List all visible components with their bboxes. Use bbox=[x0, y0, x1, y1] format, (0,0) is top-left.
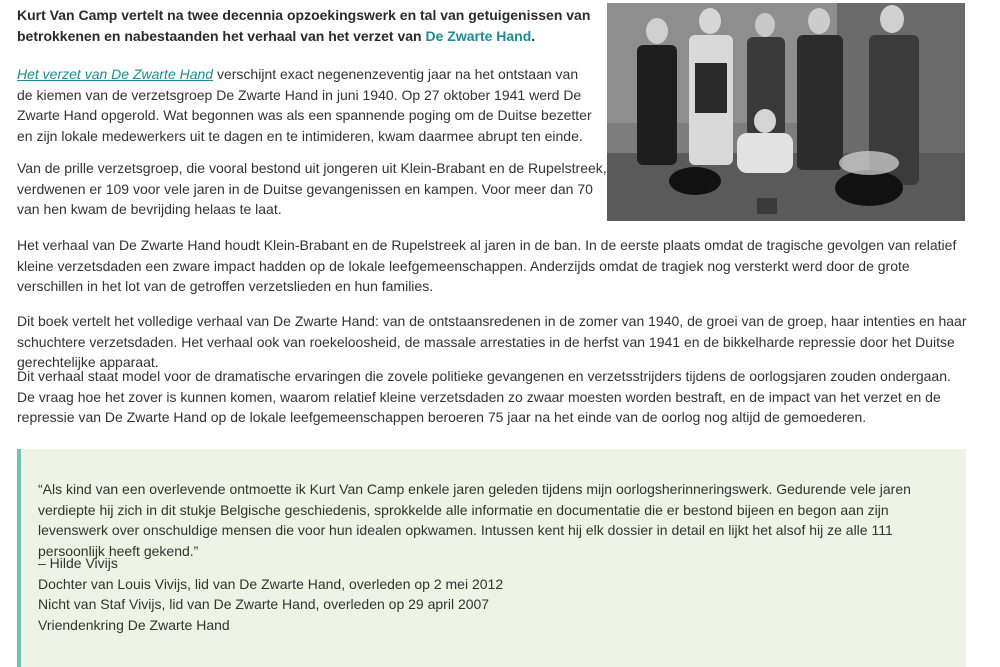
quote-text: “Als kind van een overlevende ontmoette ik Kurt Van Camp enkele jaren geleden tijdens mijn oorlogsherinneringswerk. Gedurende vele jaren verdiepte hij zich in dit stukje Belgische geschiedenis, sprokkelde alle informatie en documentatie die er bestond bijeen en begon aan zijn levenswerk over onschuldige mensen die voor hun idealen opkwamen. Intussen kent hij elk dossier in detail en lijkt het alsof hij ze alle 111 persoonlijk heeft gekend.” bbox=[38, 481, 911, 559]
paragraph-3: Het verhaal van De Zwarte Hand houdt Klein-Brabant en de Rupelstreek al jaren in de ban. In de eerste plaats omdat de tragische gevolgen van relatief kleine verzetsdaden een zware impact hadden op de lokale leefgemeenschappen. Anderzijds omdat de tragiek nog versterkt werd door de grote verschillen in het lot van de getroffen verzetslieden en hun families. bbox=[17, 237, 957, 294]
paragraph-5: Dit verhaal staat model voor de dramatische ervaringen die zovele politieke gevangenen en verzetsstrijders tijdens de oorlogsjaren zouden ondergaan. De vraag hoe het zover is kunnen komen, waarom relatief kleine verzetsdaden zo zwaar moesten worden bestraft, en de impact van het verzet en de repressie van De Zwarte Hand op de lokale leefgemeenschappen beroeren 75 jaar na het einde van de oorlog nog altijd de gemoederen. bbox=[17, 368, 951, 425]
testimonial-quote bbox=[17, 449, 966, 667]
photo-illustration bbox=[607, 3, 965, 221]
intro-lead bbox=[17, 5, 592, 47]
paragraph-1-text: verschijnt exact negenenzeventig jaar na het ontstaan van de kiemen van de verzetsgroep De Zwarte Hand in juni 1940. Op 27 oktober 1941 werd De Zwarte Hand opgerold. Wat begonnen was als een spannende poging om de Duitse bezetter en zijn lokale medewerkers uit te dagen en te intimideren, kwam daarmee abrupt ten einde. bbox=[17, 66, 592, 144]
quote-author-line-1: Dochter van Louis Vivijs, lid van De Zwarte Hand, overleden op 2 mei 2012 bbox=[38, 575, 504, 592]
historical-photo bbox=[607, 3, 965, 221]
quote-author-line-3: Vriendenkring De Zwarte Hand bbox=[38, 616, 230, 633]
quote-author: – Hilde Vivijs bbox=[38, 555, 118, 571]
paragraph-1 bbox=[17, 64, 592, 146]
quote-signature bbox=[38, 553, 503, 635]
intro-text: Kurt Van Camp vertelt na twee decennia opzoekingswerk en tal van getuigenissen van betrokkenen en nabestaanden het verhaal van het verzet van bbox=[17, 7, 591, 44]
book-title-link[interactable]: Het verzet van De Zwarte Hand bbox=[17, 66, 214, 82]
de-zwarte-hand-link[interactable]: De Zwarte Hand bbox=[425, 28, 532, 44]
intro-text-end: . bbox=[531, 28, 536, 44]
paragraph-2: Van de prille verzetsgroep, die vooral bestond uit jongeren uit Klein-Brabant en de Rupelstreek, verdwenen er 109 voor vele jaren in de Duitse gevangenissen en kampen. Voor meer dan 70 van hen kwam de bevrijding helaas te laat. bbox=[17, 160, 607, 217]
quote-author-line-2: Nicht van Staf Vivijs, lid van De Zwarte Hand, overleden op 29 april 2007 bbox=[38, 596, 490, 612]
paragraph-4: Dit boek vertelt het volledige verhaal van De Zwarte Hand: van de ontstaansredenen in de zomer van 1940, de groei van de groep, haar intenties en haar schuchtere verzetsdaden. Het verhaal ook van roekeloosheid, de massale arrestaties in de herfst van 1941 en de bikkelharde repressie door het Duitse gerechtelijke apparaat. bbox=[17, 313, 967, 370]
